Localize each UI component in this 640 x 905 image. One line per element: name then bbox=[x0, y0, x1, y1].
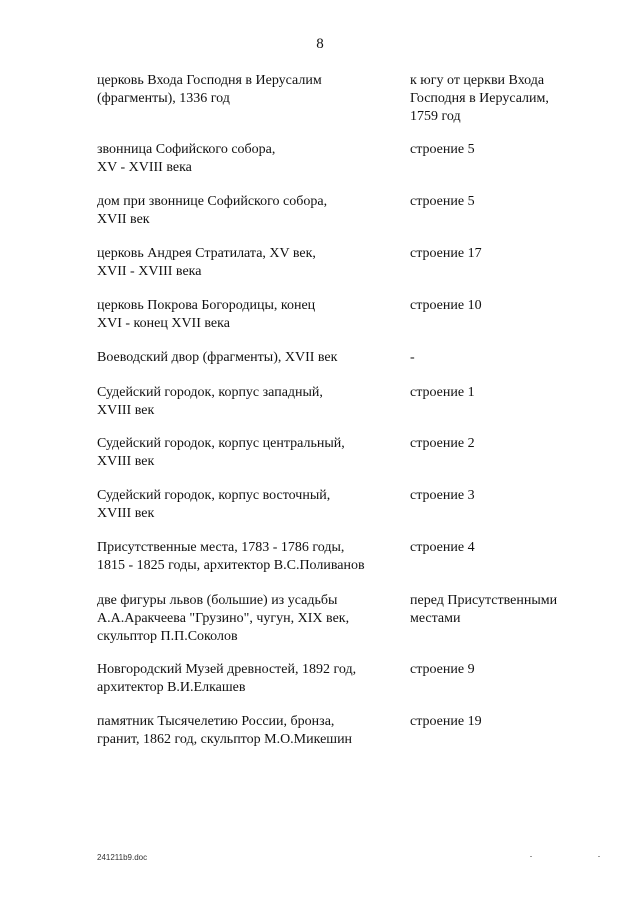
object-line: XVI - конец XVII века bbox=[97, 316, 230, 331]
object-location bbox=[410, 539, 590, 557]
location-line: 1759 год bbox=[410, 109, 461, 124]
object-location bbox=[410, 297, 590, 315]
object-line: две фигуры львов (большие) из усадьбы bbox=[97, 593, 338, 608]
object-line: Судейский городок, корпус центральный, bbox=[97, 436, 345, 451]
object-location bbox=[410, 349, 590, 367]
object-description bbox=[97, 713, 397, 749]
object-location bbox=[410, 72, 590, 126]
object-location bbox=[410, 487, 590, 505]
location-line: Господня в Иерусалим, bbox=[410, 91, 549, 106]
object-description bbox=[97, 435, 397, 471]
object-description bbox=[97, 592, 397, 646]
object-description bbox=[97, 487, 397, 523]
object-description bbox=[97, 72, 397, 108]
object-line: гранит, 1862 год, скульптор М.О.Микешин bbox=[97, 732, 353, 747]
object-location bbox=[410, 435, 590, 453]
location-line: строение 5 bbox=[410, 194, 475, 209]
object-description bbox=[97, 245, 397, 281]
object-line: церковь Андрея Стратилата, XV век, bbox=[97, 246, 316, 261]
object-description bbox=[97, 539, 397, 575]
object-location bbox=[410, 245, 590, 263]
object-line: XV - XVIII века bbox=[97, 160, 192, 175]
object-line: Судейский городок, корпус восточный, bbox=[97, 488, 331, 503]
location-line: - bbox=[410, 350, 415, 365]
object-line: церковь Покрова Богородицы, конец bbox=[97, 298, 316, 313]
object-description bbox=[97, 297, 397, 333]
object-location bbox=[410, 193, 590, 211]
object-line: 1815 - 1825 годы, архитектор В.С.Поливанов bbox=[97, 558, 365, 573]
location-line: строение 19 bbox=[410, 714, 482, 729]
scan-speck bbox=[598, 856, 600, 857]
object-description bbox=[97, 384, 397, 420]
object-description bbox=[97, 141, 397, 177]
object-line: скульптор П.П.Соколов bbox=[97, 629, 238, 644]
object-line: XVIII век bbox=[97, 403, 155, 418]
object-line: Судейский городок, корпус западный, bbox=[97, 385, 323, 400]
location-line: строение 2 bbox=[410, 436, 475, 451]
location-line: строение 5 bbox=[410, 142, 475, 157]
location-line: строение 10 bbox=[410, 298, 482, 313]
object-line: XVII - XVIII века bbox=[97, 264, 202, 279]
object-line: XVIII век bbox=[97, 454, 155, 469]
object-line: XVII век bbox=[97, 212, 150, 227]
object-line: Новгородский Музей древностей, 1892 год, bbox=[97, 662, 357, 677]
location-line: перед Присутственными bbox=[410, 593, 558, 608]
object-line: дом при звоннице Софийского собора, bbox=[97, 194, 328, 209]
object-line: звонница Софийского собора, bbox=[97, 142, 276, 157]
page-number: 8 bbox=[316, 36, 324, 52]
object-line: XVIII век bbox=[97, 506, 155, 521]
object-line: архитектор В.И.Елкашев bbox=[97, 680, 246, 695]
object-line: памятник Тысячелетию России, бронза, bbox=[97, 714, 335, 729]
object-location bbox=[410, 661, 590, 679]
location-line: строение 17 bbox=[410, 246, 482, 261]
object-location bbox=[410, 141, 590, 159]
object-line: (фрагменты), 1336 год bbox=[97, 91, 230, 106]
object-location bbox=[410, 592, 590, 628]
object-location bbox=[410, 384, 590, 402]
scan-speck bbox=[530, 856, 532, 857]
object-line: церковь Входа Господня в Иерусалим bbox=[97, 73, 322, 88]
object-line: Присутственные места, 1783 - 1786 годы, bbox=[97, 540, 345, 555]
object-description bbox=[97, 193, 397, 229]
object-description bbox=[97, 661, 397, 697]
footer-filename: 241211b9.doc bbox=[97, 853, 148, 862]
object-line: А.А.Аракчеева "Грузино", чугун, XIX век, bbox=[97, 611, 350, 626]
location-line: строение 4 bbox=[410, 540, 475, 555]
object-line: Воеводский двор (фрагменты), XVII век bbox=[97, 350, 338, 365]
object-location bbox=[410, 713, 590, 731]
object-description bbox=[97, 349, 397, 367]
location-line: к югу от церкви Входа bbox=[410, 73, 545, 88]
location-line: местами bbox=[410, 611, 461, 626]
location-line: строение 9 bbox=[410, 662, 475, 677]
location-line: строение 3 bbox=[410, 488, 475, 503]
location-line: строение 1 bbox=[410, 385, 475, 400]
